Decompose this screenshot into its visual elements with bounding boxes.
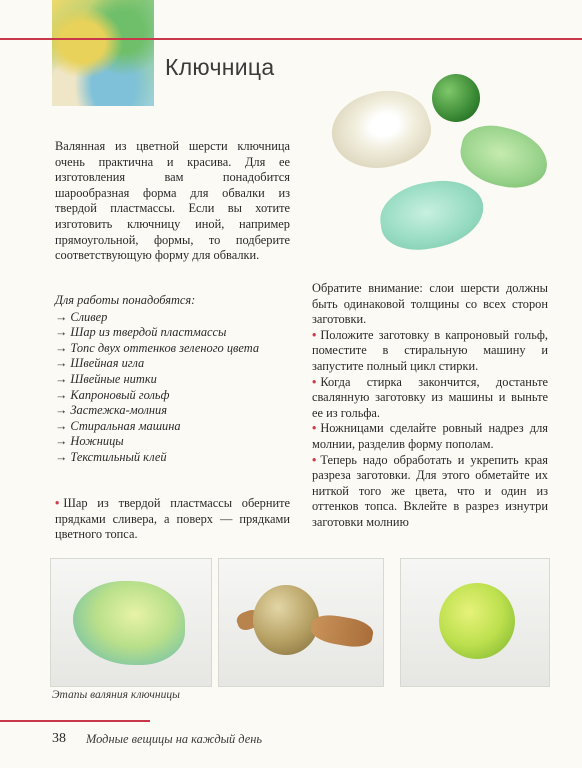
plastic-ball <box>432 74 480 122</box>
footer-accent-line <box>0 720 150 722</box>
list-item <box>55 325 295 341</box>
arrow-icon: → <box>55 356 68 371</box>
arrow-icon: → <box>55 387 68 402</box>
list-item-label: Швейная игла <box>70 356 145 371</box>
step-one-text: Шар из твердой пластмассы оберните прядками сливера, а поверх — прядками цветного топса. <box>55 496 290 542</box>
bullet-icon: • <box>312 374 317 389</box>
step-text: Когда стирка закончится, достаньте свалянную заготовку из машины и выньте ее из гольфа. <box>312 374 548 420</box>
list-item <box>55 434 295 450</box>
list-item-label: Капроновый гольф <box>70 387 170 402</box>
stage-photo-felted-ball <box>400 558 550 687</box>
arrow-icon: → <box>55 371 68 386</box>
page-number: 38 <box>52 731 66 746</box>
list-item-label: Застежка-молния <box>70 403 167 418</box>
step-paragraph <box>312 421 548 452</box>
right-column <box>312 281 548 531</box>
list-item <box>55 450 295 466</box>
top-accent-line <box>0 38 582 40</box>
step-paragraph <box>312 453 548 531</box>
list-item <box>55 356 295 372</box>
arrow-icon: → <box>55 434 68 449</box>
arrow-icon: → <box>55 325 68 340</box>
materials-heading: Для работы понадобятся: <box>55 293 196 307</box>
mint-tops <box>376 175 488 255</box>
step-text: Теперь надо обработать и укрепить края разреза заготовки. Для этого обметайте их ниткой того же цвета, что и один из оттенков топса. Вклейте в разрез изнутри заготовки молнию <box>312 452 548 529</box>
materials-items <box>55 310 295 466</box>
bullet-icon: • <box>312 327 317 342</box>
step-one-paragraph <box>55 496 290 543</box>
note-paragraph: Обратите внимание: слои шерсти должны быть одинаковой толщины со всех сторон заготовки. <box>312 281 548 327</box>
footer-book-title: Модные вещицы на каждый день <box>86 732 262 746</box>
bullet-icon: • <box>55 496 60 510</box>
bullet-icon: • <box>312 452 317 467</box>
stage-photo-stocking <box>218 558 384 687</box>
step-text: Положите заготовку в капроновый гольф, поместите в стиральную машину и запустите полный цикл стирки. <box>312 327 548 373</box>
list-item <box>55 419 295 435</box>
list-item-label: Стиральная машина <box>70 418 181 433</box>
yarn-corner-photo <box>52 0 154 106</box>
stage-photo-fleece <box>50 558 212 687</box>
arrow-icon: → <box>55 340 68 355</box>
step-text: Ножницами сделайте ровный надрез для молнии, разделив форму пополам. <box>312 421 548 451</box>
ball-in-stocking <box>253 585 319 655</box>
step-paragraph <box>312 375 548 422</box>
list-item <box>55 310 295 326</box>
intro-paragraph <box>55 139 290 264</box>
list-item-label: Топс двух оттенков зеленого цвета <box>70 340 260 355</box>
bullet-icon: • <box>312 421 317 436</box>
list-item-label: Ножницы <box>70 434 124 449</box>
page-title: Ключница <box>165 54 275 80</box>
arrow-icon: → <box>55 403 68 418</box>
list-item-label: Сливер <box>70 309 108 324</box>
wrapped-fleece <box>73 581 185 665</box>
arrow-icon: → <box>55 449 68 464</box>
list-item <box>55 388 295 404</box>
list-item-label: Шар из твердой пластмассы <box>70 325 227 340</box>
felted-ball <box>439 583 515 659</box>
step-one <box>55 496 290 543</box>
stocking-tail <box>309 612 375 650</box>
list-item <box>55 372 295 388</box>
materials-list <box>55 293 295 466</box>
light-green-tops <box>455 119 553 194</box>
photo-caption: Этапы валяния ключницы <box>52 689 180 701</box>
white-sliver-roll <box>323 79 440 182</box>
arrow-icon: → <box>55 418 68 433</box>
list-item-label: Швейные нитки <box>70 371 157 386</box>
list-item <box>55 341 295 357</box>
list-item <box>55 403 295 419</box>
intro-text: Валянная из цветной шерсти ключница очень практична и красива. Для ее изготовления вам понадобится шарообразная форма для обвалки из твердой пластмассы. Если вы хотите изготовить ключницу иной, например прямоугольной, формы, то подберите соответствующую форму для обвалки. <box>55 139 290 263</box>
list-item-label: Текстильный клей <box>70 449 167 464</box>
step-paragraph <box>312 328 548 375</box>
arrow-icon: → <box>55 309 68 324</box>
materials-photo <box>320 70 560 280</box>
